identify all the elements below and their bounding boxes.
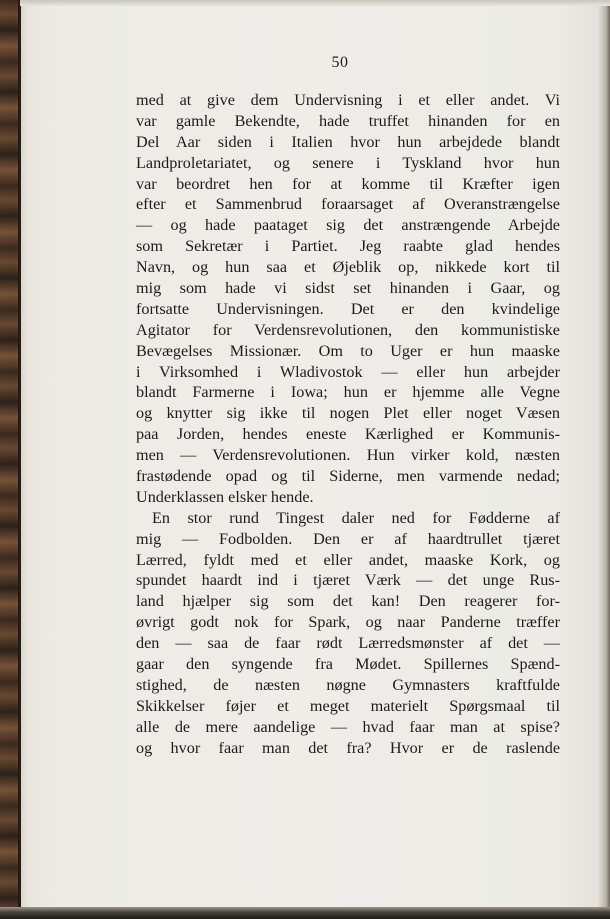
text-line: En stor rund Tingest daler ned for Fødderne af (152, 508, 560, 527)
body-text (136, 90, 560, 759)
text-line: mig — Fodbolden. Den er af haardtrullet tjæret (136, 529, 560, 548)
text-line: land hjælper sig som det kan! Den reagerer for- (136, 592, 560, 611)
text-line: Lærred, fyldt med et eller andet, maaske Kork, og (136, 550, 560, 569)
text-line: og knytter sig ikke til nogen Plet eller noget Væsen (136, 404, 560, 423)
text-line: stighed, de næsten nøgne Gymnasters kraftfulde (136, 675, 560, 694)
text-line: var beordret hen for at komme til Kræfter igen (136, 174, 560, 193)
text-line: og hvor faar man det fra? Hvor er de raslende (136, 738, 560, 757)
page-number: 50 (331, 54, 349, 71)
text-line: Landproletariatet, og senere i Tyskland hvor hun (136, 153, 560, 172)
text-line: Underklassen elsker hende. (136, 487, 314, 506)
page-top-edge (20, 0, 610, 6)
page-bottom-edge (0, 907, 610, 919)
text-line: Bevægelses Missionær. Om to Uger er hun maaske (136, 341, 560, 360)
text-line: fortsatte Undervisningen. Det er den kvindelige (136, 299, 560, 318)
text-line: efter et Sammenbrud foraarsaget af Overanstrængelse (136, 195, 560, 214)
text-line: paa Jorden, hendes eneste Kærlighed er Kommunis- (136, 425, 560, 444)
text-line: frastødende opad og til Siderne, men varmende nedad; (136, 467, 560, 486)
text-line: gaar den syngende fra Mødet. Spillernes Spænd- (136, 655, 560, 674)
text-line: Navn, og hun saa et Øjeblik op, nikkede kort til (136, 258, 560, 277)
paragraph-2 (136, 508, 560, 759)
text-line: — og hade paataget sig det anstrængende Arbejde (136, 216, 560, 235)
text-line: alle de mere aandelige — hvad faar man at spise? (136, 717, 560, 736)
text-line: med at give dem Undervisning i et eller andet. Vi (136, 91, 560, 109)
text-line: var gamle Bekendte, hade truffet hinanden for en (136, 111, 560, 130)
text-line: blandt Farmerne i Iowa; hun er hjemme alle Vegne (136, 383, 560, 402)
paragraph-1 (136, 90, 560, 508)
text-line: Skikkelser føjer et meget materielt Spørgsmaal til (136, 696, 560, 715)
text-line: mig som hade vi sidst set hinanden i Gaar, og (136, 279, 560, 298)
text-line: Del Aar siden i Italien hvor hun arbejdede blandt (136, 132, 560, 151)
text-line: som Sekretær i Partiet. Jeg raabte glad hendes (136, 237, 560, 256)
text-line: spundet haardt ind i tjæret Værk — det unge Rus- (136, 571, 560, 590)
text-line: den — saa de faar rødt Lærredsmønster af det — (136, 634, 560, 653)
text-line: øvrigt godt nok for Spark, og naar Panderne træffer (136, 613, 560, 632)
text-line: i Virksomhed i Wladivostok — eller hun arbejder (136, 362, 560, 381)
text-line: men — Verdensrevolutionen. Hun virker kold, næsten (136, 446, 560, 465)
book-spine-edge (0, 0, 18, 919)
text-line: Agitator for Verdensrevolutionen, den kommunistiske (136, 320, 560, 339)
